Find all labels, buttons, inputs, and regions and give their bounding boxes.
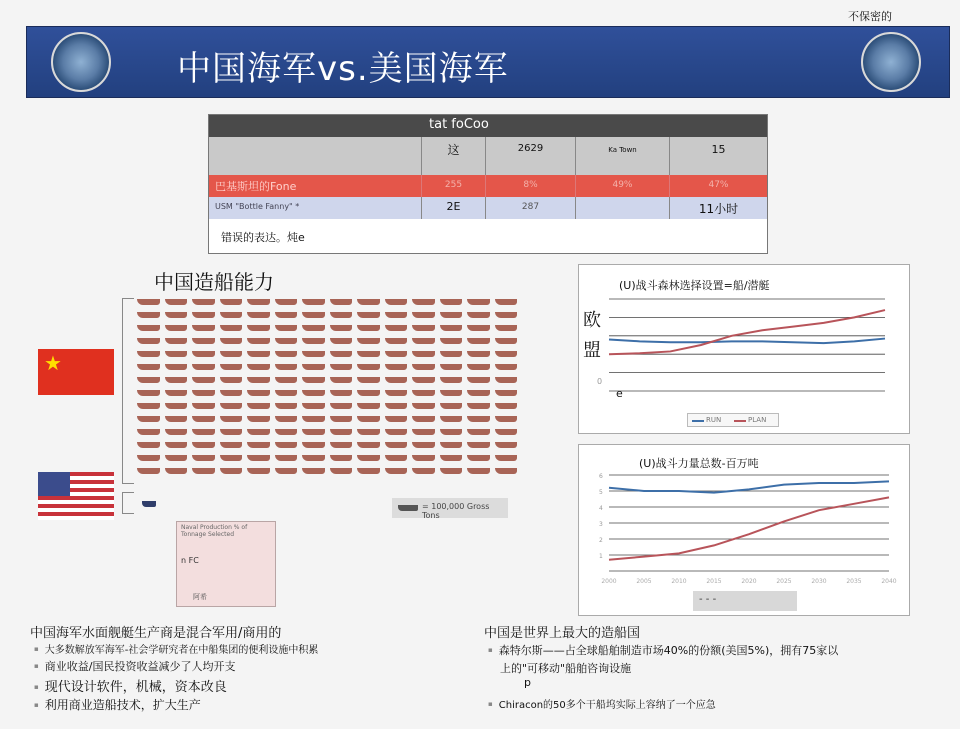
ship-icon	[412, 468, 435, 474]
table-row	[209, 175, 767, 197]
ship-icon	[357, 338, 380, 344]
left-column-title: 中国海军水面舰艇生产商是混合军用/商用的	[30, 626, 282, 641]
ship-icon	[247, 455, 270, 461]
ship-icon	[137, 468, 160, 474]
ship-icon	[330, 442, 353, 448]
y-tick-label: 6	[599, 473, 603, 480]
ship-icon	[495, 468, 518, 474]
ship-icon	[412, 351, 435, 357]
right-column-title: 中国是世界上最大的造船国	[484, 626, 641, 641]
ship-icon	[220, 416, 243, 422]
ship-icon	[357, 403, 380, 409]
ship-icon	[467, 351, 490, 357]
ship-icon	[330, 299, 353, 305]
table-cell: 47%	[708, 180, 729, 190]
ship-icon	[330, 338, 353, 344]
ship-icon	[467, 429, 490, 435]
list-item-continued: 上的"可移动"船舶咨询设施	[500, 662, 632, 675]
y-tick-label: 1	[599, 553, 603, 560]
ship-icon	[440, 455, 463, 461]
ship-icon	[440, 325, 463, 331]
x-tick-label: 2010	[671, 578, 687, 585]
ship-icon	[275, 312, 298, 318]
ship-icon	[302, 325, 325, 331]
ship-icon	[440, 403, 463, 409]
ship-icon	[467, 442, 490, 448]
ship-icon	[440, 429, 463, 435]
ship-icon	[247, 390, 270, 396]
ship-icon	[412, 429, 435, 435]
ship-icon	[275, 390, 298, 396]
ship-icon	[275, 468, 298, 474]
ship-icon	[302, 338, 325, 344]
list-item: ▪ 现代设计软件，机械，资本改良	[34, 676, 227, 695]
side-label: 盟	[583, 340, 601, 361]
list-item: ▪ 森特尔斯——占全球船舶制造市场40%的份额(美国5%)，拥有75家以	[488, 642, 838, 658]
ship-icon	[495, 364, 518, 370]
ship-icon	[495, 377, 518, 383]
tonnage-legend-text: = 100,000 Gross Tons	[422, 502, 490, 520]
list-item: ▪ 大多数解放军海军-社会学研究者在中船集团的便利设施中积累	[34, 641, 318, 656]
ship-icon	[357, 455, 380, 461]
ship-icon	[467, 416, 490, 422]
ship-icon	[137, 364, 160, 370]
ship-icon	[495, 325, 518, 331]
ship-icon	[330, 377, 353, 383]
ship-icon	[495, 416, 518, 422]
ship-icon	[412, 442, 435, 448]
ship-icon	[330, 351, 353, 357]
ship-icon	[302, 468, 325, 474]
table-cell: Ka Town	[608, 146, 637, 154]
ship-icon	[192, 377, 215, 383]
ship-icon	[165, 338, 188, 344]
ship-icon	[357, 377, 380, 383]
ship-icon	[385, 442, 408, 448]
ship-icon	[247, 351, 270, 357]
ship-icon	[165, 364, 188, 370]
x-tick-label: 2030	[811, 578, 827, 585]
ship-icon	[412, 403, 435, 409]
ship-icon	[412, 377, 435, 383]
ship-icon	[137, 312, 160, 318]
ship-icon	[385, 390, 408, 396]
ship-icon	[192, 351, 215, 357]
ship-icon	[247, 364, 270, 370]
ship-icon	[412, 325, 435, 331]
legend-label: PLAN	[748, 416, 767, 424]
ship-icon	[357, 351, 380, 357]
ship-icon	[220, 325, 243, 331]
x-tick-label: 2025	[776, 578, 792, 585]
ship-icon	[357, 429, 380, 435]
ship-icon	[220, 312, 243, 318]
ship-icon	[275, 429, 298, 435]
ship-icon	[495, 455, 518, 461]
ship-icon	[330, 390, 353, 396]
ship-icon	[467, 390, 490, 396]
ship-icon	[385, 416, 408, 422]
ship-icon	[192, 403, 215, 409]
ship-icon	[412, 299, 435, 305]
ship-icon	[357, 325, 380, 331]
y-tick-label: 0	[597, 377, 603, 386]
ship-icon	[302, 442, 325, 448]
ship-icon	[220, 338, 243, 344]
ship-icon	[220, 442, 243, 448]
chart-legend	[687, 413, 779, 427]
ship-icon	[467, 364, 490, 370]
classification-label: 不保密的	[848, 10, 892, 23]
ship-icon	[220, 455, 243, 461]
ship-icon	[137, 403, 160, 409]
ship-icon	[357, 442, 380, 448]
ship-icon	[137, 299, 160, 305]
ship-icon	[467, 377, 490, 383]
ship-icon	[330, 429, 353, 435]
ship-icon	[220, 364, 243, 370]
x-tick-label: 2020	[741, 578, 757, 585]
ship-icon	[247, 442, 270, 448]
table-header	[209, 115, 767, 137]
y-tick-label: 2	[599, 537, 603, 544]
ship-icon	[385, 351, 408, 357]
china-bracket	[122, 298, 134, 484]
ship-icon	[467, 468, 490, 474]
ship-icon	[385, 338, 408, 344]
table-note: 错误的表达。炖e	[221, 231, 305, 244]
legend-swatch	[734, 420, 746, 422]
ship-icon	[357, 364, 380, 370]
ship-icon	[495, 338, 518, 344]
ship-icon	[275, 338, 298, 344]
ship-icon	[385, 455, 408, 461]
x-tick-label: 2035	[846, 578, 862, 585]
table-cell: 2629	[517, 143, 544, 154]
ship-icon	[495, 429, 518, 435]
series-line	[609, 339, 885, 344]
chart-plot	[579, 445, 909, 615]
ship-icon	[440, 442, 463, 448]
ship-icon	[192, 325, 215, 331]
us-bracket	[122, 492, 134, 514]
table-cell: 255	[444, 180, 463, 190]
ship-icon	[137, 442, 160, 448]
ship-icon	[275, 455, 298, 461]
ship-icon	[495, 442, 518, 448]
ship-icon	[165, 390, 188, 396]
ship-icon	[467, 312, 490, 318]
ship-icon	[385, 299, 408, 305]
ship-icon	[440, 377, 463, 383]
ship-icon	[192, 312, 215, 318]
ship-icon	[412, 390, 435, 396]
table-cell: 287	[521, 202, 540, 212]
ship-icon	[165, 416, 188, 422]
ship-icon	[247, 403, 270, 409]
ship-icon	[440, 390, 463, 396]
ship-icon	[440, 416, 463, 422]
ship-icon	[275, 377, 298, 383]
ship-icon	[220, 377, 243, 383]
ship-icon	[165, 377, 188, 383]
ship-icon	[275, 442, 298, 448]
ship-icon	[247, 377, 270, 383]
ship-icon	[220, 351, 243, 357]
ship-icon	[385, 312, 408, 318]
ship-icon	[192, 442, 215, 448]
ship-icon	[330, 325, 353, 331]
ship-icon	[412, 312, 435, 318]
ship-icon	[412, 364, 435, 370]
table-cell: 49%	[612, 180, 633, 190]
ship-icon	[302, 377, 325, 383]
ship-icon	[330, 416, 353, 422]
table-row	[209, 197, 767, 219]
ship-icon	[467, 338, 490, 344]
ship-icon	[165, 325, 188, 331]
ship-icon	[137, 325, 160, 331]
production-note-card	[176, 521, 276, 607]
ship-icon	[467, 325, 490, 331]
ship-icon	[385, 403, 408, 409]
ship-icon	[302, 455, 325, 461]
chart-title: (U)战斗森林选择设置=船/潜艇	[619, 279, 770, 292]
line-chart-top	[578, 264, 910, 434]
ship-icon	[247, 299, 270, 305]
list-item: ▪ 利用商业造船技术，扩大生产	[34, 696, 201, 713]
ship-icon	[440, 364, 463, 370]
table-cell: 这	[447, 143, 460, 157]
list-item: ▪ 商业收益/国民投资收益减少了人均开支	[34, 658, 235, 674]
ship-icon	[385, 377, 408, 383]
card-heading: Naval Production % of Tonnage Selected	[181, 524, 248, 538]
ship-icon	[385, 325, 408, 331]
table-cell: 15	[711, 143, 726, 156]
ship-icon	[357, 468, 380, 474]
ship-icon	[467, 299, 490, 305]
ship-icon	[357, 416, 380, 422]
ship-icon	[220, 390, 243, 396]
ship-icon	[385, 468, 408, 474]
ship-icon	[330, 364, 353, 370]
ship-icon	[192, 416, 215, 422]
x-tick-label: 2015	[706, 578, 722, 585]
ship-icon	[192, 455, 215, 461]
ship-icon	[192, 338, 215, 344]
ship-icon	[165, 442, 188, 448]
table-row	[209, 137, 767, 175]
ship-icon	[330, 468, 353, 474]
ship-icon	[247, 468, 270, 474]
legend-label: - - -	[699, 594, 717, 605]
ship-icon	[137, 455, 160, 461]
ship-icon	[165, 403, 188, 409]
ship-icon	[192, 390, 215, 396]
ship-icon	[357, 390, 380, 396]
ship-icon	[398, 505, 418, 511]
ship-icon	[165, 455, 188, 461]
ship-icon	[302, 299, 325, 305]
tonnage-legend	[392, 498, 508, 518]
ship-icon	[495, 403, 518, 409]
ship-icon	[247, 338, 270, 344]
ship-icon	[137, 429, 160, 435]
ship-icon	[220, 403, 243, 409]
ship-icon	[165, 299, 188, 305]
ship-icon	[192, 468, 215, 474]
ship-icon	[302, 351, 325, 357]
ship-icon	[275, 351, 298, 357]
row-label: 巴基斯坦的Fone	[215, 180, 297, 193]
ship-icon	[302, 416, 325, 422]
ship-icon	[192, 364, 215, 370]
ship-icon	[275, 299, 298, 305]
legend-label: RUN	[706, 416, 722, 424]
series-line	[609, 310, 885, 354]
ship-icon	[275, 364, 298, 370]
ship-icon	[247, 416, 270, 422]
x-tick-label: 2005	[636, 578, 652, 585]
ship-icon	[220, 429, 243, 435]
ship-icon	[412, 416, 435, 422]
chart-title: (U)战斗力量总数-百万吨	[639, 457, 759, 470]
ship-icon	[192, 299, 215, 305]
ship-icon	[220, 468, 243, 474]
ship-icon	[385, 429, 408, 435]
ship-icon	[440, 468, 463, 474]
ship-icon	[302, 312, 325, 318]
ship-icon	[357, 299, 380, 305]
side-label: 欧	[583, 310, 601, 331]
line-chart-bottom	[578, 444, 910, 616]
stray-text: p	[524, 676, 531, 689]
ship-icon	[165, 429, 188, 435]
ship-icon	[302, 364, 325, 370]
ship-icon	[412, 338, 435, 344]
ship-icon	[302, 429, 325, 435]
navy-seal-icon	[51, 32, 111, 92]
stray-text: e	[616, 387, 623, 400]
ship-icon	[137, 338, 160, 344]
ship-icon	[467, 455, 490, 461]
ship-icon	[137, 377, 160, 383]
ship-icon	[165, 351, 188, 357]
y-tick-label: 4	[599, 505, 603, 512]
slide-title: 中国海军vs.美国海军	[177, 49, 509, 89]
table-cell: 8%	[523, 180, 538, 190]
ship-icon	[440, 351, 463, 357]
ship-icon	[302, 390, 325, 396]
shipbuilding-title: 中国造船能力	[154, 270, 274, 294]
ship-icon	[247, 312, 270, 318]
ship-icon	[330, 403, 353, 409]
ship-icon	[302, 403, 325, 409]
navy-seal-icon	[861, 32, 921, 92]
table-cell: 2E	[446, 200, 461, 213]
ship-icon	[220, 299, 243, 305]
ship-icon	[192, 429, 215, 435]
legend-swatch	[692, 420, 704, 422]
y-tick-label: 3	[599, 521, 603, 528]
ship-icon	[385, 364, 408, 370]
x-tick-label: 2000	[601, 578, 617, 585]
ship-icon	[440, 338, 463, 344]
ship-icon	[165, 468, 188, 474]
chart-legend	[693, 591, 797, 611]
ship-icon	[247, 429, 270, 435]
ship-icon	[137, 390, 160, 396]
ship-icon	[495, 299, 518, 305]
table-header-text: tat foCoo	[429, 117, 489, 132]
ship-icon	[330, 455, 353, 461]
ship-icon	[275, 325, 298, 331]
ship-icon	[495, 351, 518, 357]
card-text: n FC	[181, 556, 199, 565]
ship-icon	[495, 312, 518, 318]
ship-icon	[412, 455, 435, 461]
title-banner	[26, 26, 950, 98]
us-ship-icon	[142, 501, 156, 507]
china-ship-grid	[137, 296, 517, 476]
card-footer: 阿希	[193, 593, 207, 601]
ship-icon	[137, 416, 160, 422]
ship-icon	[495, 390, 518, 396]
x-tick-label: 2040	[881, 578, 897, 585]
ship-icon	[247, 325, 270, 331]
ship-icon	[275, 403, 298, 409]
ship-icon	[330, 312, 353, 318]
comparison-table	[208, 114, 768, 254]
ship-icon	[275, 416, 298, 422]
ship-icon	[467, 403, 490, 409]
ship-icon	[357, 312, 380, 318]
ship-icon	[137, 351, 160, 357]
china-flag-icon: ★	[38, 349, 114, 395]
chart-plot	[579, 265, 909, 433]
ship-icon	[440, 299, 463, 305]
us-flag-icon	[38, 472, 114, 520]
list-item: ▪ Chiracon的50多个干船坞实际上容纳了一个应急	[488, 696, 716, 711]
ship-icon	[440, 312, 463, 318]
table-cell: 11小时	[698, 202, 739, 216]
row-label: USM "Bottle Fanny" *	[215, 202, 300, 211]
y-tick-label: 5	[599, 489, 603, 496]
ship-icon	[165, 312, 188, 318]
